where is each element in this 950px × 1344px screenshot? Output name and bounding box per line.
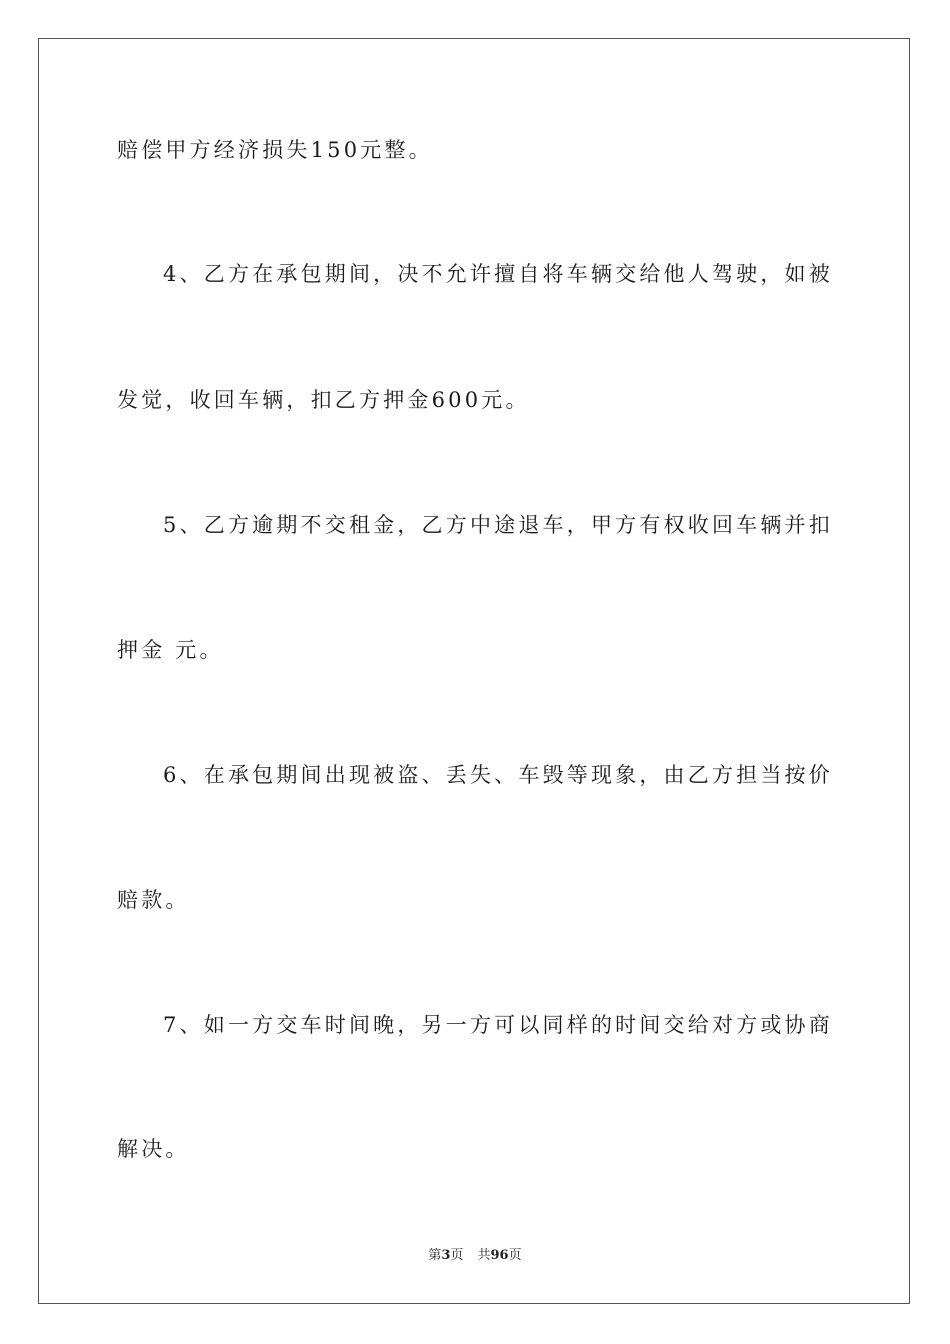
page-footer: [0, 1247, 950, 1265]
paragraph-7-line-2: 解决。: [117, 1137, 190, 1161]
paragraph-4-line-2: 发觉，收回车辆，扣乙方押金600元。: [117, 388, 530, 412]
total-prefix: 共: [477, 1248, 491, 1263]
total-pages: 96: [490, 1248, 509, 1263]
paragraph-6-line-2: 赔款。: [117, 888, 190, 912]
page-suffix: 页: [450, 1248, 464, 1263]
total-suffix: 页: [508, 1248, 522, 1263]
paragraph-4-line-1: 4、乙方在承包期间，决不允许擅自将车辆交给他人驾驶，如被: [163, 262, 833, 286]
page-frame: [38, 38, 910, 1304]
page-prefix: 第: [428, 1248, 442, 1263]
paragraph-7-line-1: 7、如一方交车时间晚，另一方可以同样的时间交给对方或协商: [163, 1013, 833, 1037]
paragraph-6-line-1: 6、在承包期间出现被盗、丢失、车毁等现象，由乙方担当按价: [163, 763, 833, 787]
page-number: 3: [441, 1248, 451, 1263]
paragraph-5-line-2: 押金 元。: [117, 638, 224, 662]
text-line-1: 赔偿甲方经济损失150元整。: [117, 138, 433, 162]
paragraph-5-line-1: 5、乙方逾期不交租金，乙方中途退车，甲方有权收回车辆并扣: [163, 513, 833, 537]
